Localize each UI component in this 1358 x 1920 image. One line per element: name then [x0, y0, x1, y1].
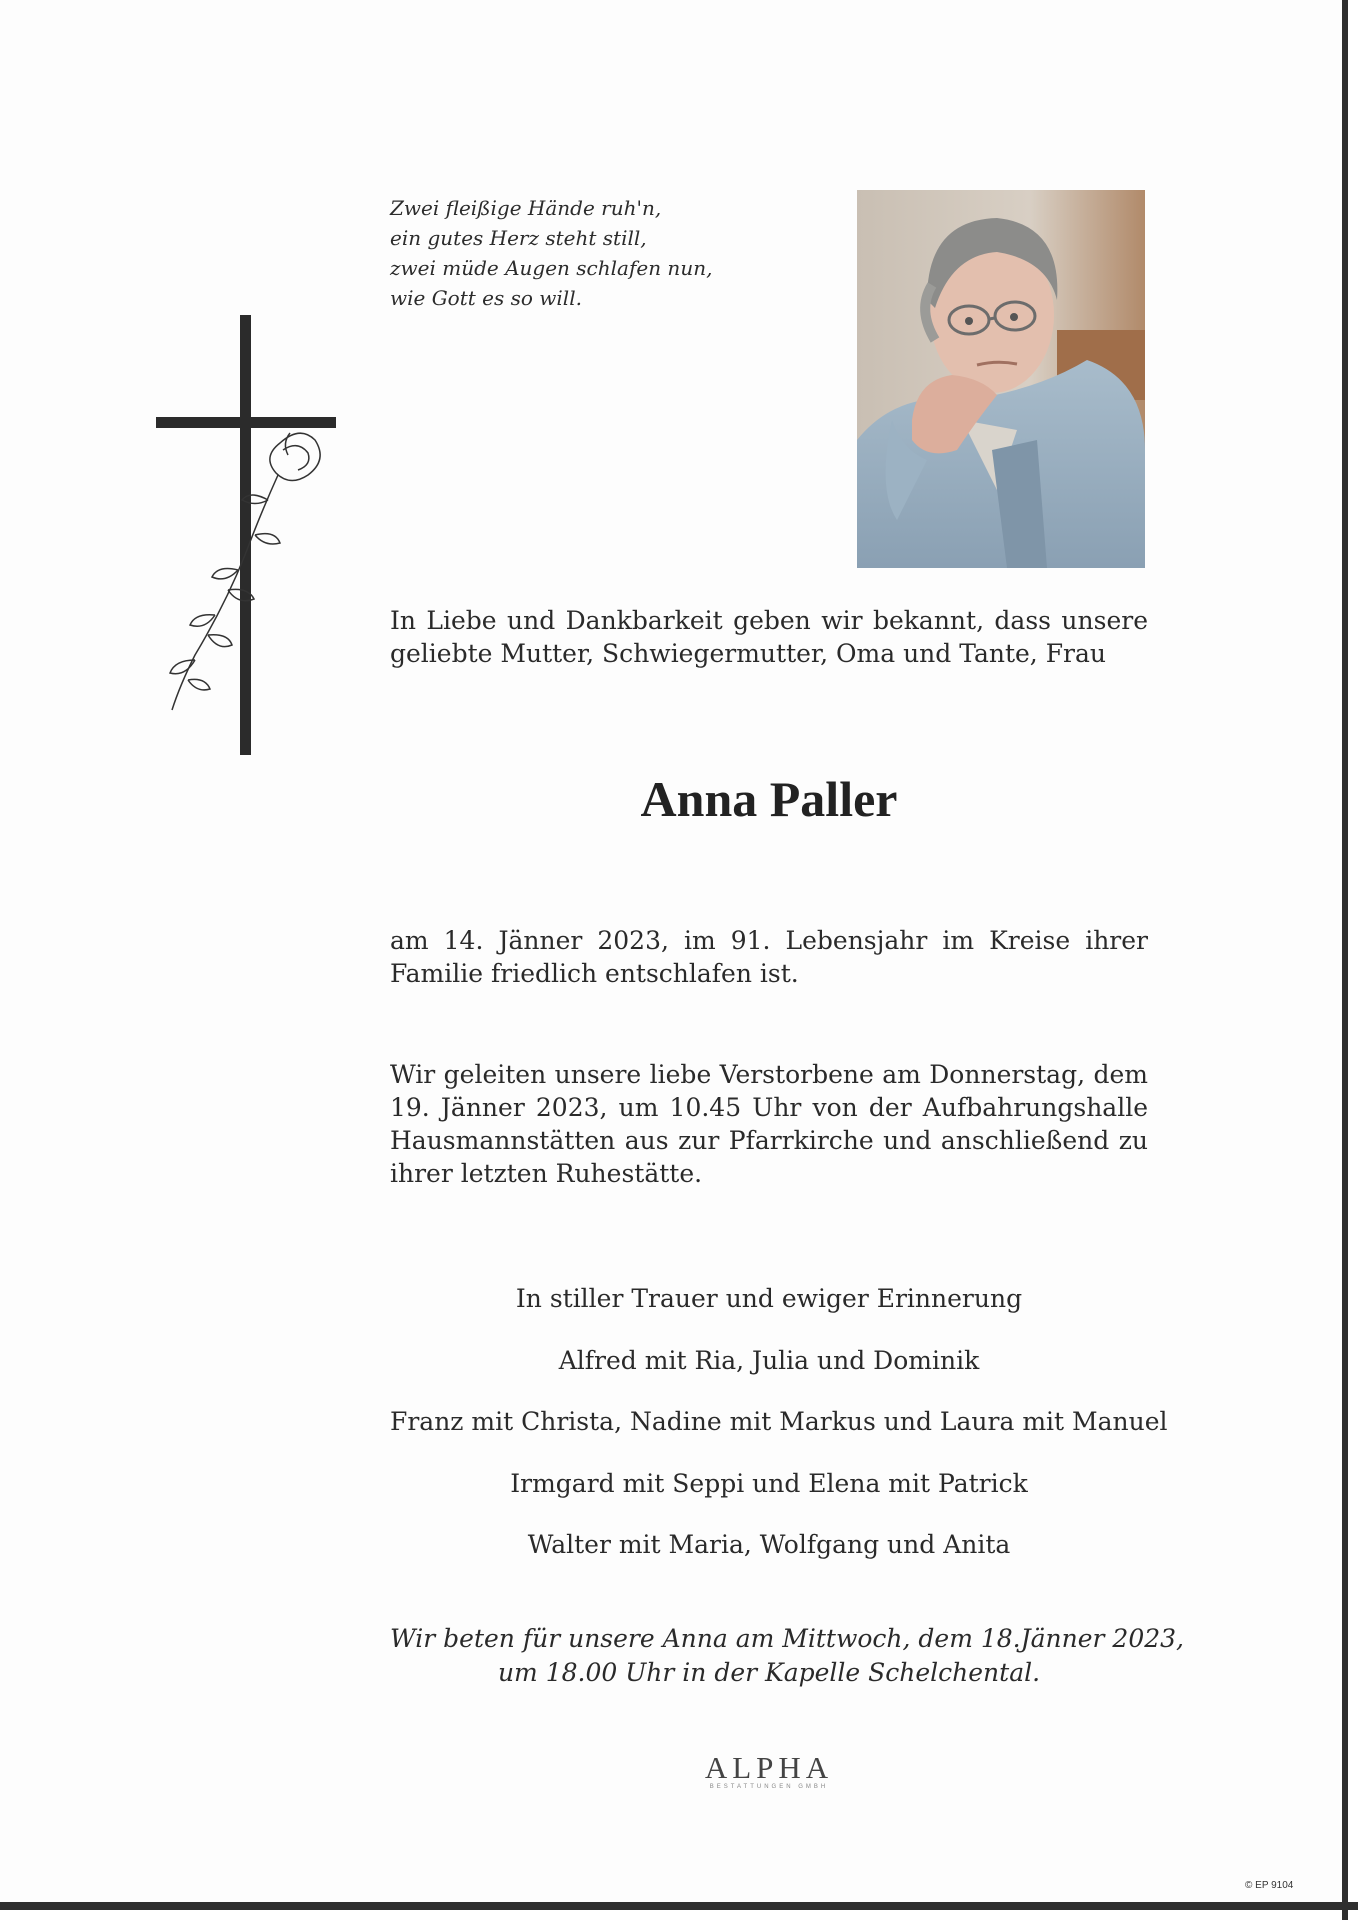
page-border-bottom [0, 1902, 1358, 1910]
mourner-line: Alfred mit Ria, Julia und Dominik [558, 1345, 980, 1375]
prayer-line: Wir beten für unsere Anna am Mittwoch, dem 18.Jänner 2023, [390, 1624, 1185, 1653]
funeral-home-logo [640, 1750, 898, 1790]
cross-icon [150, 315, 340, 755]
poem-line: Zwei fleißige Hände ruh'n, [390, 196, 662, 220]
mourner-line: Franz mit Christa, Nadine mit Markus und Laura mit Manuel [390, 1407, 1168, 1436]
mourners-list [390, 1282, 1168, 1590]
logo-subtitle: BESTATTUNGEN GMBH [709, 1784, 829, 1790]
mourner-line: Irmgard mit Seppi und Elena mit Patrick [510, 1468, 1028, 1498]
intro-text: In Liebe und Dankbarkeit geben wir bekannt, dass unsere geliebte Mutter, Schwiegermutter, Oma und Tante, Frau [390, 606, 1148, 668]
portrait-photo [857, 190, 1145, 568]
logo-word: ALPHA [704, 1750, 834, 1785]
deceased-name: Anna Paller [640, 771, 898, 827]
page-border-right [1342, 0, 1348, 1920]
poem-line: wie Gott es so will. [390, 286, 582, 310]
poem [390, 193, 770, 313]
passing-text: am 14. Jänner 2023, im 91. Lebensjahr im Kreise ihrer Familie friedlich entschlafen ist. [390, 926, 1148, 988]
prayer-notice [390, 1622, 1185, 1690]
prayer-line: um 18.00 Uhr in der Kapelle Schelchental. [497, 1658, 1041, 1687]
poem-line: zwei müde Augen schlafen nun, [390, 256, 713, 280]
funeral-text: Wir geleiten unsere liebe Verstorbene am Donnerstag, dem 19. Jänner 2023, um 10.45 Uhr von der Aufbahrungshalle Hausmannstätten aus zur Pfarrkirche und anschließend zu ihrer letzten Ruhestätte. [390, 1060, 1148, 1188]
poem-line: ein gutes Herz steht still, [390, 226, 647, 250]
template-code: © EP 9104 [1245, 1880, 1294, 1891]
mourners-heading: In stiller Trauer und ewiger Erinnerung [515, 1284, 1023, 1313]
mourner-line: Walter mit Maria, Wolfgang und Anita [527, 1530, 1011, 1559]
